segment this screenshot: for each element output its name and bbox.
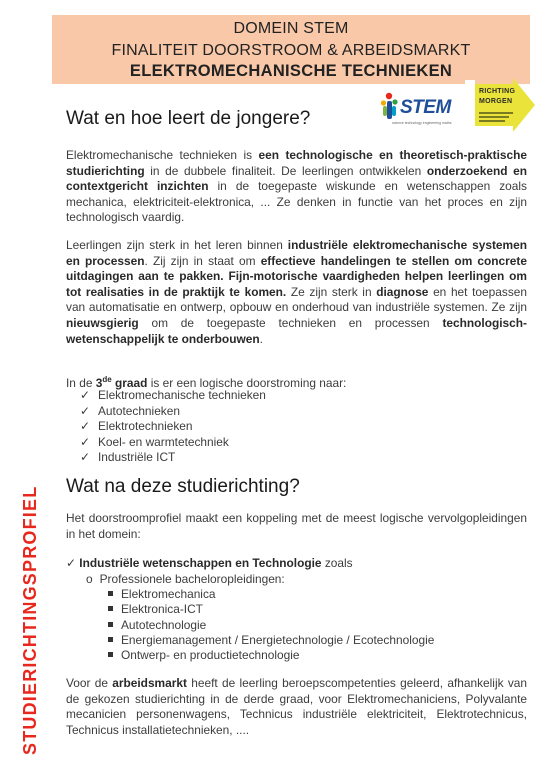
section1-p1-segment: in de toegepaste wiskunde en wetenschappen zoals mechanica, elektriciteit-elektronica, ... Ze denken in functie van het proces en zijn technologisch vaardig. <box>66 179 527 225</box>
section1-heading: Wat en hoe leert de jongere? <box>66 108 311 129</box>
bachelor-item <box>108 618 206 632</box>
check-icon: ✓ <box>66 556 76 570</box>
main-vervolg-bold: Industriële wetenschappen en Technologie <box>79 556 322 570</box>
doorstroom-list <box>66 388 527 466</box>
section2-p_arbeid-segment: Voor de <box>66 676 113 690</box>
doorstroom-item-label: Elektrotechnieken <box>98 419 193 434</box>
check-icon: ✓ <box>80 419 90 434</box>
doorstroom-item <box>66 419 527 435</box>
sub-vervolg-label: Professionele bacheloropleidingen: <box>99 572 285 586</box>
banner-study-title: ELEKTROMECHANISCHE TECHNIEKEN <box>129 62 453 80</box>
square-bullet-icon <box>108 591 113 596</box>
paragraph-doorstroomprofiel: Het doorstroomprofiel maakt een koppeling met de meest logische vervolgopleidingen in het domein: <box>66 511 527 541</box>
doorstroom-item-label: Elektromechanische technieken <box>98 388 266 402</box>
stem-logo-word: STEM <box>400 97 451 118</box>
check-icon: ✓ <box>80 450 90 465</box>
check-icon: ✓ <box>80 434 90 449</box>
paragraph-strengths <box>66 238 527 347</box>
bachelor-item <box>108 633 434 647</box>
square-bullet-icon <box>108 652 113 657</box>
check-icon: ✓ <box>80 403 90 418</box>
square-bullet-icon <box>108 606 113 611</box>
side-label: STUDIERICHTINGSPROFIEL <box>20 485 40 755</box>
doorstroom-item <box>66 388 527 404</box>
graad-pre: In de <box>66 375 96 390</box>
section2-p_arbeid-segment: heeft de leerling beroepscompetenties geleerd, afhankelijk van de gekozen studierichting in de derde graad, voor Elektromechaniciens, Polyvalante mecanicien personenwagens, Technicus industriële elektriciteit, Elektrotechnicus, Technicus installatietechnieken, .... <box>66 676 527 737</box>
section1-p2-segment: Ze zijn sterk in <box>286 284 377 299</box>
bachelor-item-label: Elektronica-ICT <box>121 602 203 617</box>
bachelor-item-label: Elektromechanica <box>121 587 216 601</box>
doorstroom-item-label: Industriële ICT <box>98 450 176 465</box>
richting-word: RICHTING <box>479 88 516 95</box>
bachelor-item <box>108 587 216 601</box>
doorstroom-item <box>66 435 527 451</box>
square-bullet-icon <box>108 622 113 627</box>
stem-logo-subtitle: science technology engineering maths <box>392 121 452 125</box>
section1-p2-segment: effectieve handelingen te stellen om concrete uitdagingen aan te pakken. Fijn-motorische vaardigheden helpen leerlingen om tot realisaties in de praktijk te komen. <box>66 253 527 299</box>
sub-vervolg-item <box>86 572 285 586</box>
square-bullet-icon <box>108 637 113 642</box>
bachelor-item-label: Ontwerp- en productietechnologie <box>121 648 300 663</box>
bachelor-item-label: Energiemanagement / Energietechnologie / Ecotechnologie <box>121 632 435 647</box>
title-banner <box>52 15 530 84</box>
section1-p2-segment: nieuwsgierig <box>66 315 139 330</box>
main-vervolg-item <box>66 556 527 572</box>
bachelor-item <box>108 602 203 616</box>
stem-logo <box>380 88 462 132</box>
graad-post: is er een logische doorstroming naar: <box>147 375 347 390</box>
banner-domain: DOMEIN STEM <box>233 20 349 37</box>
section1-p1-segment: in de dubbele finaliteit. De leerlingen ontwikkelen <box>144 163 427 178</box>
section1-p2-segment: Leerlingen zijn sterk in het leren binnen <box>66 238 288 252</box>
main-vervolg-rest: zoals <box>321 556 353 570</box>
graad-number: 3 <box>95 375 103 390</box>
doorstroom-item-label: Koel- en warmtetechniek <box>98 434 229 449</box>
section1-p1-segment: onderzoekend en contextgericht inzichten <box>66 163 527 194</box>
banner-finaliteit: FINALITEIT DOORSTROOM & ARBEIDSMARKT <box>111 42 471 59</box>
morgen-word: MORGEN <box>479 98 513 105</box>
paragraph-intro <box>66 148 527 226</box>
section1-p1-segment: een technologische en theoretisch-praktische studierichting <box>66 148 527 178</box>
section1-p1-segment: Elektromechanische technieken is <box>66 148 259 162</box>
graad-word: graad <box>111 375 148 390</box>
section2-p_arbeid-segment: arbeidsmarkt <box>112 676 187 690</box>
doorstroom-item <box>66 450 527 466</box>
paragraph-arbeidsmarkt <box>66 676 527 738</box>
section1-p2-segment: . Zij zijn in staat om <box>144 253 261 268</box>
doorstroom-item <box>66 404 527 420</box>
section1-p2-segment: om de toegepaste technieken en processen <box>138 315 443 330</box>
graad-sup: de <box>102 375 112 384</box>
section1-p2-segment: diagnose <box>376 284 429 299</box>
circle-bullet-icon: o <box>86 572 93 586</box>
richting-morgen-logo <box>465 78 535 134</box>
section2-heading: Wat na deze studierichting? <box>66 476 300 497</box>
section1-p2-segment: industriële elektromechanische systemen en processen <box>66 238 527 268</box>
section1-p2-segment: en het toepassen van automatisatie en ontwerp, opbouw en onderhoud van industriële systemen. Ze zijn <box>66 284 528 315</box>
doorstroom-item-label: Autotechnieken <box>98 403 180 418</box>
section1-p2-segment: . <box>259 331 263 346</box>
check-icon: ✓ <box>80 388 90 402</box>
section1-p2-segment: technologisch-wetenschappelijk te onderbouwen <box>66 315 527 346</box>
bachelor-item <box>108 648 299 662</box>
bachelor-item-label: Autotechnologie <box>121 617 207 632</box>
arrow-icon <box>465 78 535 134</box>
